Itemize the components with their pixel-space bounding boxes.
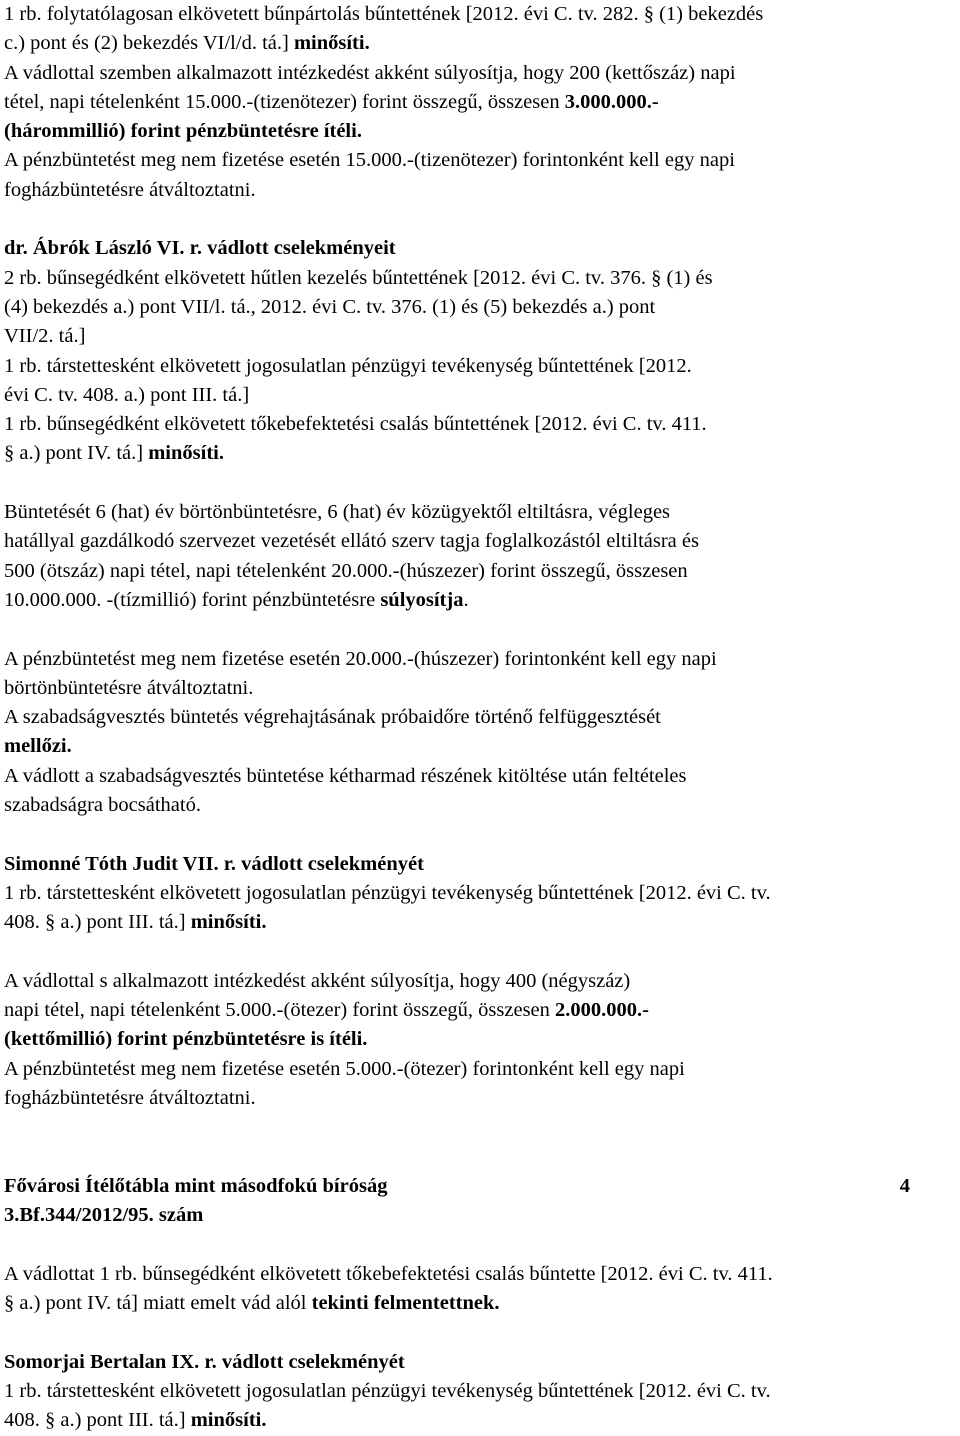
text-run: A pénzbüntetést meg nem fizetése esetén 20.000.-(húszezer) forintonként kell egy napi — [4, 647, 717, 670]
text-run: A pénzbüntetést meg nem fizetése esetén 5.000.-(ötezer) forintonként kell egy napi — [4, 1057, 685, 1080]
case-number: 3.Bf.344/2012/95. szám — [4, 1204, 204, 1227]
text-line — [4, 29, 960, 58]
text-run: 1 rb. folytatólagosan elkövetett bűnpártolás bűntettének [2012. évi C. tv. 282. § (1) bekezdés — [4, 3, 764, 25]
paragraph-p3 — [4, 498, 960, 615]
court-name: Fővárosi Ítélőtábla mint másodfokú bíróság — [4, 1174, 388, 1197]
text-line — [4, 762, 960, 791]
bold-text: Somorjai Bertalan IX. r. vádlott cselekményét — [4, 1350, 405, 1373]
paragraph-spacer — [4, 820, 960, 849]
text-run: A vádlott a szabadságvesztés büntetése kétharmad részének kitöltése után feltételes — [4, 764, 687, 787]
text-line — [4, 0, 960, 29]
text-run: 500 (ötszáz) napi tétel, napi tételenként 20.000.-(húszezer) forint összegű, összesen — [4, 559, 688, 582]
text-line — [4, 967, 960, 996]
text-line — [4, 645, 960, 674]
text-line — [4, 1025, 960, 1054]
text-line — [4, 1348, 960, 1377]
text-run: tétel, napi tételenként 15.000.-(tizenötezer) forint összegű, összesen — [4, 90, 565, 113]
text-run: § a.) pont IV. tá] miatt emelt vád alól — [4, 1292, 312, 1315]
text-line — [4, 1377, 960, 1406]
text-line — [4, 176, 960, 205]
bold-text: dr. Ábrók László VI. r. vádlott cselekményeit — [4, 237, 396, 260]
text-line — [4, 117, 960, 146]
bold-text: (kettőmillió) forint pénzbüntetésre is ítéli. — [4, 1028, 368, 1051]
text-line — [4, 1406, 960, 1435]
text-line — [4, 322, 960, 351]
text-run: börtönbüntetésre átváltoztatni. — [4, 676, 254, 699]
text-line — [4, 293, 960, 322]
text-run: 2 rb. bűnsegédként elkövetett hűtlen kezelés bűntettének [2012. évi C. tv. 376. § (1) és — [4, 266, 713, 289]
text-run: 1 rb. társtettesként elkövetett jogosulatlan pénzügyi tevékenység bűntettének [2012. évi C. tv. — [4, 1379, 771, 1402]
text-run: A vádlottal s alkalmazott intézkedést akként súlyosítja, hogy 400 (négyszáz) — [4, 969, 631, 992]
text-run: § a.) pont IV. tá.] — [4, 442, 149, 465]
paragraph-spacer — [4, 615, 960, 644]
text-run: A vádlottal szemben alkalmazott intézkedést akként súlyosítja, hogy 200 (kettőszáz) napi — [4, 61, 736, 84]
text-line — [4, 1084, 960, 1113]
text-line — [4, 88, 960, 117]
bold-text: Simonné Tóth Judit VII. r. vádlott cselekményét — [4, 852, 424, 875]
text-run: hatállyal gazdálkodó szervezet vezetését ellátó szerv tagja foglalkozástól eltiltásra és — [4, 530, 699, 553]
text-line — [4, 557, 960, 586]
spacer — [4, 1113, 960, 1172]
paragraph-spacer — [4, 938, 960, 967]
text-run: 1 rb. társtettesként elkövetett jogosulatlan pénzügyi tevékenység bűntettének [2012. — [4, 354, 692, 377]
paragraph-p5 — [4, 850, 960, 938]
text-line — [4, 527, 960, 556]
text-run: fogházbüntetésre átváltoztatni. — [4, 178, 256, 201]
bold-text: súlyosítja — [380, 588, 464, 611]
text-run: évi C. tv. 408. a.) pont III. tá.] — [4, 383, 250, 406]
text-line — [4, 410, 960, 439]
text-run: VII/2. tá.] — [4, 325, 86, 348]
text-run: 408. § a.) pont III. tá.] — [4, 1409, 191, 1432]
text-line — [4, 381, 960, 410]
bold-text: (hárommillió) forint pénzbüntetésre ítéli. — [4, 120, 362, 143]
text-line — [4, 1055, 960, 1084]
text-run: 1 rb. bűnsegédként elkövetett tőkebefektetési csalás bűntettének [2012. évi C. tv. 411. — [4, 413, 707, 436]
text-line — [4, 586, 960, 615]
text-line — [4, 59, 960, 88]
text-line — [4, 352, 960, 381]
text-line — [4, 791, 960, 820]
paragraph-spacer — [4, 1318, 960, 1347]
text-line — [4, 674, 960, 703]
paragraph-spacer — [4, 1230, 960, 1259]
paragraph-spacer — [4, 469, 960, 498]
text-line — [4, 234, 960, 263]
text-run: 1 rb. társtettesként elkövetett jogosulatlan pénzügyi tevékenység bűntettének [2012. évi C. tv. — [4, 881, 771, 904]
text-line — [4, 498, 960, 527]
text-run: 408. § a.) pont III. tá.] — [4, 911, 191, 934]
text-line — [4, 732, 960, 761]
bold-text: minősíti. — [190, 911, 267, 934]
text-run: 10.000.000. -(tízmillió) forint pénzbüntetésre — [4, 588, 381, 611]
text-line — [4, 703, 960, 732]
text-run: A pénzbüntetést meg nem fizetése esetén 15.000.-(tizenötezer) forintonként kell egy napi — [4, 149, 735, 172]
text-line — [4, 1260, 960, 1289]
paragraph-p2 — [4, 234, 960, 468]
text-run: szabadságra bocsátható. — [4, 794, 201, 817]
paragraph-p8 — [4, 1348, 960, 1436]
page-header — [4, 1172, 960, 1231]
text-run: fogházbüntetésre átváltoztatni. — [4, 1086, 256, 1109]
paragraph-p6 — [4, 967, 960, 1113]
bold-text: tekinti felmentettnek. — [311, 1292, 500, 1315]
header-line — [4, 1172, 910, 1201]
text-line — [4, 1289, 960, 1318]
text-line — [4, 146, 960, 175]
judgment-body-continued — [4, 1230, 960, 1435]
paragraph-p7 — [4, 1260, 960, 1319]
text-line — [4, 850, 960, 879]
text-run: A vádlottat 1 rb. bűnsegédként elkövetett tőkebefektetési csalás bűntette [2012. évi C. tv. 411. — [4, 1262, 773, 1285]
text-line — [4, 908, 960, 937]
bold-text: minősíti. — [293, 32, 370, 55]
text-run: napi tétel, napi tételenként 5.000.-(ötezer) forint összegű, összesen — [4, 999, 556, 1022]
text-run: c.) pont és (2) bekezdés VI/l/d. tá.] — [4, 32, 294, 55]
text-run: (4) bekezdés a.) pont VII/l. tá., 2012. évi C. tv. 376. (1) és (5) bekezdés a.) pont — [4, 295, 656, 318]
text-line — [4, 439, 960, 468]
bold-text: minősíti. — [190, 1409, 267, 1432]
bold-text: 2.000.000.- — [555, 999, 649, 1022]
bold-text: minősíti. — [148, 442, 224, 465]
text-line — [4, 879, 960, 908]
text-line — [4, 996, 960, 1025]
paragraph-spacer — [4, 205, 960, 234]
text-run: Büntetését 6 (hat) év börtönbüntetésre, 6 (hat) év közügyektől eltiltásra, végleges — [4, 501, 671, 524]
bold-text: 3.000.000.- — [564, 90, 659, 113]
judgment-body — [4, 0, 960, 1113]
bold-text: mellőzi. — [4, 735, 72, 758]
text-run: A szabadságvesztés büntetés végrehajtásának próbaidőre történő felfüggesztését — [4, 706, 661, 729]
page-number: 4 — [899, 1174, 910, 1197]
paragraph-p4 — [4, 645, 960, 821]
text-run: . — [463, 588, 469, 611]
text-line — [4, 264, 960, 293]
paragraph-p1 — [4, 0, 960, 205]
